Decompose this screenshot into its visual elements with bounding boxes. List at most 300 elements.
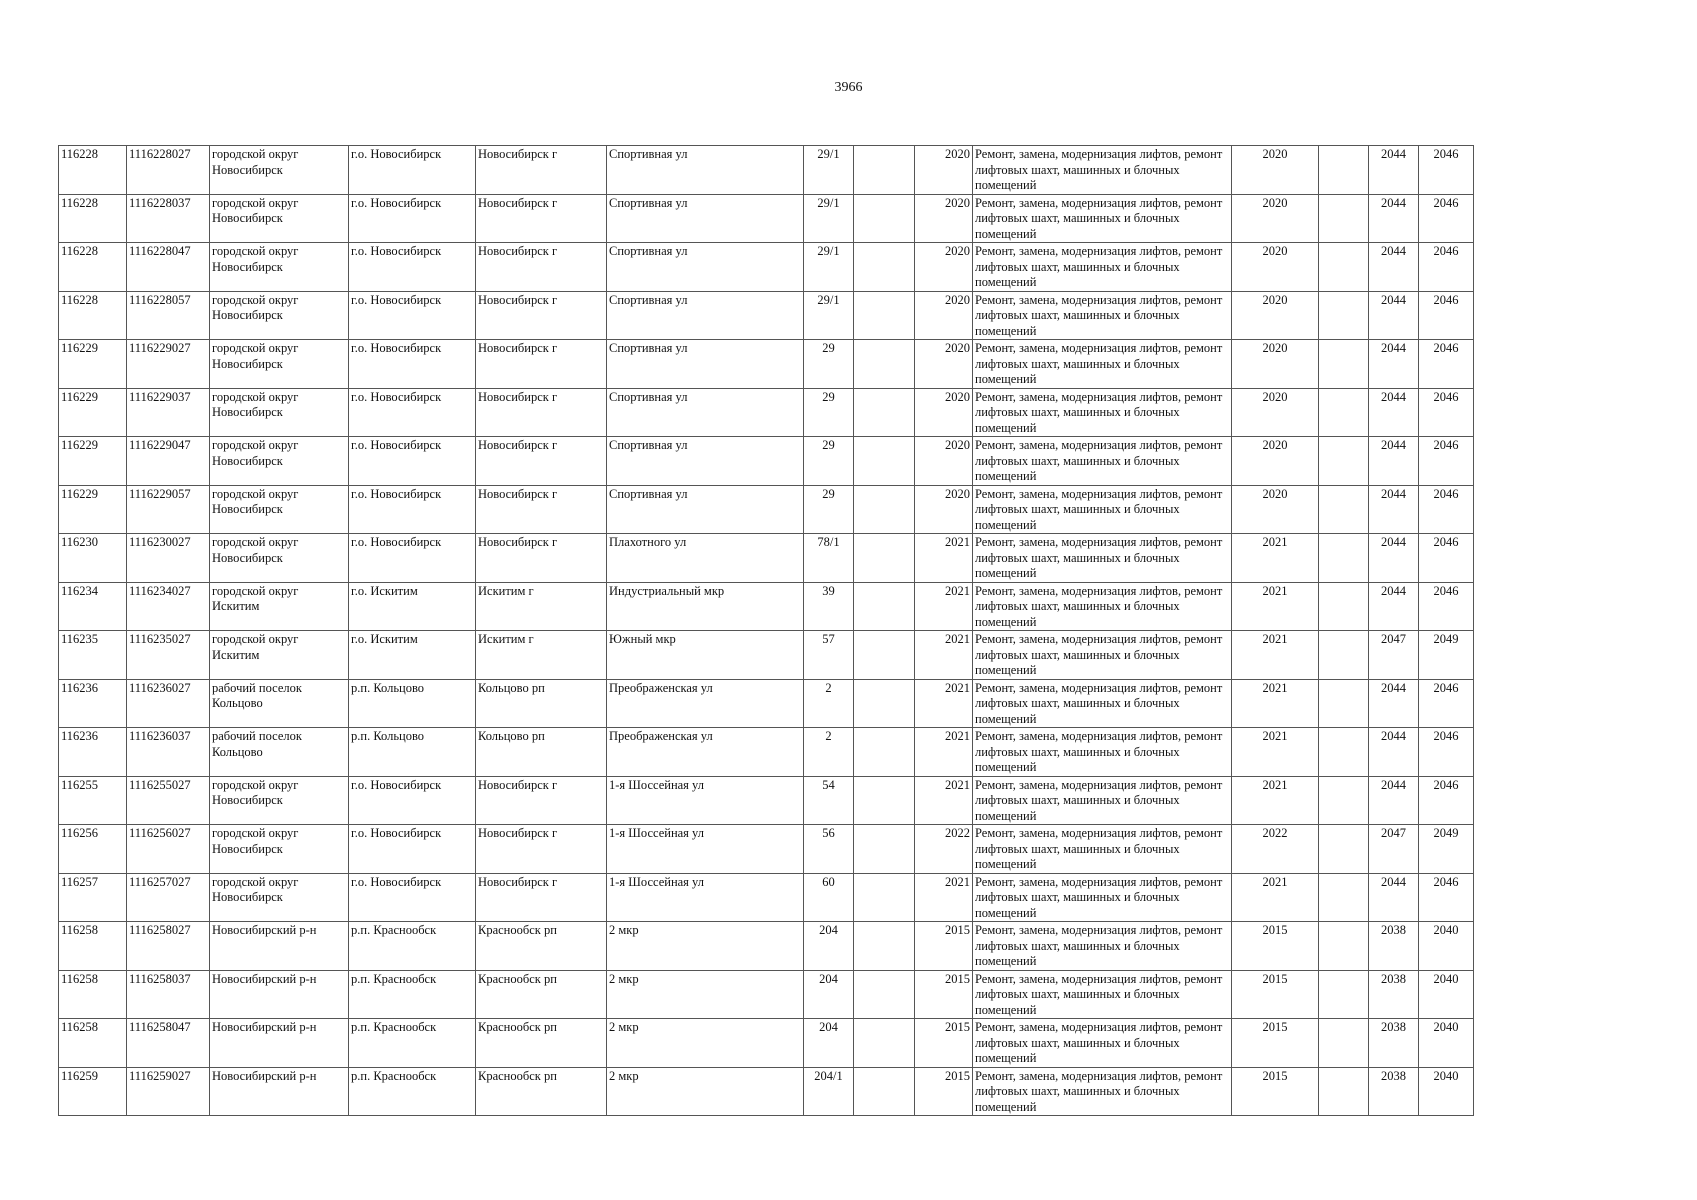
- element-code-cell: 1116236027: [127, 679, 210, 728]
- blank-cell: [1319, 194, 1369, 243]
- next-period-start-cell: 2038: [1369, 1067, 1419, 1116]
- table-row: [59, 388, 1474, 437]
- object-id-cell: 116228: [59, 243, 127, 292]
- next-period-end-cell: 2046: [1419, 534, 1474, 583]
- municipality-cell: городской округ Новосибирск: [210, 243, 349, 292]
- year-cell: 2021: [915, 728, 973, 777]
- work-year-cell: 2020: [1232, 485, 1319, 534]
- street-cell: Преображенская ул: [607, 679, 804, 728]
- house-number-cell: 29: [804, 340, 854, 389]
- object-id-cell: 116229: [59, 340, 127, 389]
- settlement-cell: Кольцово рп: [476, 679, 607, 728]
- municipality-cell: Новосибирский р-н: [210, 1067, 349, 1116]
- element-code-cell: 1116235027: [127, 631, 210, 680]
- table-row: [59, 728, 1474, 777]
- municipal-unit-cell: г.о. Новосибирск: [349, 194, 476, 243]
- year-cell: 2021: [915, 873, 973, 922]
- table-row: [59, 1067, 1474, 1116]
- extra-cell: [854, 679, 915, 728]
- next-period-start-cell: 2044: [1369, 485, 1419, 534]
- object-id-cell: 116257: [59, 873, 127, 922]
- work-type-cell: Ремонт, замена, модернизация лифтов, ремонт лифтовых шахт, машинных и блочных помещений: [973, 243, 1232, 292]
- year-cell: 2020: [915, 194, 973, 243]
- table-row: [59, 194, 1474, 243]
- work-type-cell: Ремонт, замена, модернизация лифтов, ремонт лифтовых шахт, машинных и блочных помещений: [973, 1019, 1232, 1068]
- table-row: [59, 679, 1474, 728]
- street-cell: Спортивная ул: [607, 146, 804, 195]
- street-cell: Спортивная ул: [607, 485, 804, 534]
- street-cell: 2 мкр: [607, 1019, 804, 1068]
- house-number-cell: 204/1: [804, 1067, 854, 1116]
- next-period-end-cell: 2046: [1419, 873, 1474, 922]
- settlement-cell: Кольцово рп: [476, 728, 607, 777]
- next-period-end-cell: 2046: [1419, 728, 1474, 777]
- street-cell: Спортивная ул: [607, 437, 804, 486]
- street-cell: 1-я Шоссейная ул: [607, 776, 804, 825]
- municipal-unit-cell: р.п. Краснообск: [349, 922, 476, 971]
- municipality-cell: городской округ Новосибирск: [210, 340, 349, 389]
- next-period-start-cell: 2044: [1369, 291, 1419, 340]
- next-period-end-cell: 2040: [1419, 922, 1474, 971]
- street-cell: 2 мкр: [607, 1067, 804, 1116]
- element-code-cell: 1116258027: [127, 922, 210, 971]
- element-code-cell: 1116228057: [127, 291, 210, 340]
- settlement-cell: Новосибирск г: [476, 776, 607, 825]
- next-period-end-cell: 2046: [1419, 485, 1474, 534]
- house-number-cell: 60: [804, 873, 854, 922]
- settlement-cell: Краснообск рп: [476, 1067, 607, 1116]
- house-number-cell: 78/1: [804, 534, 854, 583]
- extra-cell: [854, 582, 915, 631]
- work-type-cell: Ремонт, замена, модернизация лифтов, ремонт лифтовых шахт, машинных и блочных помещений: [973, 631, 1232, 680]
- object-id-cell: 116230: [59, 534, 127, 583]
- blank-cell: [1319, 437, 1369, 486]
- extra-cell: [854, 1067, 915, 1116]
- work-type-cell: Ремонт, замена, модернизация лифтов, ремонт лифтовых шахт, машинных и блочных помещений: [973, 1067, 1232, 1116]
- table-row: [59, 243, 1474, 292]
- extra-cell: [854, 970, 915, 1019]
- work-year-cell: 2021: [1232, 873, 1319, 922]
- work-year-cell: 2015: [1232, 1019, 1319, 1068]
- work-type-cell: Ремонт, замена, модернизация лифтов, ремонт лифтовых шахт, машинных и блочных помещений: [973, 922, 1232, 971]
- object-id-cell: 116228: [59, 146, 127, 195]
- year-cell: 2015: [915, 970, 973, 1019]
- blank-cell: [1319, 340, 1369, 389]
- work-year-cell: 2020: [1232, 437, 1319, 486]
- work-year-cell: 2020: [1232, 291, 1319, 340]
- street-cell: Преображенская ул: [607, 728, 804, 777]
- house-number-cell: 29: [804, 388, 854, 437]
- element-code-cell: 1116229057: [127, 485, 210, 534]
- street-cell: Спортивная ул: [607, 388, 804, 437]
- work-type-cell: Ремонт, замена, модернизация лифтов, ремонт лифтовых шахт, машинных и блочных помещений: [973, 582, 1232, 631]
- municipal-unit-cell: р.п. Кольцово: [349, 679, 476, 728]
- year-cell: 2021: [915, 582, 973, 631]
- house-number-cell: 39: [804, 582, 854, 631]
- municipality-cell: городской округ Новосибирск: [210, 873, 349, 922]
- extra-cell: [854, 825, 915, 874]
- next-period-start-cell: 2044: [1369, 776, 1419, 825]
- house-number-cell: 204: [804, 1019, 854, 1068]
- element-code-cell: 1116259027: [127, 1067, 210, 1116]
- repair-registry-table: [58, 145, 1474, 1116]
- street-cell: Южный мкр: [607, 631, 804, 680]
- next-period-start-cell: 2044: [1369, 388, 1419, 437]
- extra-cell: [854, 631, 915, 680]
- municipality-cell: городской округ Новосибирск: [210, 534, 349, 583]
- object-id-cell: 116228: [59, 291, 127, 340]
- blank-cell: [1319, 728, 1369, 777]
- element-code-cell: 1116236037: [127, 728, 210, 777]
- work-type-cell: Ремонт, замена, модернизация лифтов, ремонт лифтовых шахт, машинных и блочных помещений: [973, 340, 1232, 389]
- municipality-cell: Новосибирский р-н: [210, 922, 349, 971]
- blank-cell: [1319, 146, 1369, 195]
- work-type-cell: Ремонт, замена, модернизация лифтов, ремонт лифтовых шахт, машинных и блочных помещений: [973, 437, 1232, 486]
- work-type-cell: Ремонт, замена, модернизация лифтов, ремонт лифтовых шахт, машинных и блочных помещений: [973, 728, 1232, 777]
- extra-cell: [854, 291, 915, 340]
- next-period-end-cell: 2046: [1419, 340, 1474, 389]
- year-cell: 2022: [915, 825, 973, 874]
- object-id-cell: 116235: [59, 631, 127, 680]
- blank-cell: [1319, 1067, 1369, 1116]
- work-year-cell: 2021: [1232, 728, 1319, 777]
- settlement-cell: Краснообск рп: [476, 922, 607, 971]
- extra-cell: [854, 485, 915, 534]
- work-year-cell: 2020: [1232, 146, 1319, 195]
- extra-cell: [854, 146, 915, 195]
- next-period-start-cell: 2044: [1369, 534, 1419, 583]
- municipal-unit-cell: р.п. Краснообск: [349, 1019, 476, 1068]
- municipal-unit-cell: г.о. Новосибирск: [349, 776, 476, 825]
- municipal-unit-cell: р.п. Краснообск: [349, 1067, 476, 1116]
- extra-cell: [854, 534, 915, 583]
- work-type-cell: Ремонт, замена, модернизация лифтов, ремонт лифтовых шахт, машинных и блочных помещений: [973, 970, 1232, 1019]
- municipal-unit-cell: г.о. Новосибирск: [349, 873, 476, 922]
- next-period-end-cell: 2040: [1419, 1067, 1474, 1116]
- next-period-end-cell: 2046: [1419, 679, 1474, 728]
- year-cell: 2020: [915, 388, 973, 437]
- next-period-end-cell: 2046: [1419, 582, 1474, 631]
- settlement-cell: Новосибирск г: [476, 825, 607, 874]
- object-id-cell: 116236: [59, 679, 127, 728]
- settlement-cell: Искитим г: [476, 631, 607, 680]
- blank-cell: [1319, 1019, 1369, 1068]
- street-cell: 2 мкр: [607, 922, 804, 971]
- work-type-cell: Ремонт, замена, модернизация лифтов, ремонт лифтовых шахт, машинных и блочных помещений: [973, 485, 1232, 534]
- work-year-cell: 2020: [1232, 194, 1319, 243]
- element-code-cell: 1116230027: [127, 534, 210, 583]
- work-type-cell: Ремонт, замена, модернизация лифтов, ремонт лифтовых шахт, машинных и блочных помещений: [973, 873, 1232, 922]
- extra-cell: [854, 922, 915, 971]
- next-period-start-cell: 2044: [1369, 728, 1419, 777]
- work-type-cell: Ремонт, замена, модернизация лифтов, ремонт лифтовых шахт, машинных и блочных помещений: [973, 776, 1232, 825]
- municipal-unit-cell: г.о. Новосибирск: [349, 243, 476, 292]
- work-year-cell: 2020: [1232, 388, 1319, 437]
- element-code-cell: 1116229047: [127, 437, 210, 486]
- object-id-cell: 116229: [59, 485, 127, 534]
- street-cell: Спортивная ул: [607, 243, 804, 292]
- municipality-cell: городской округ Новосибирск: [210, 388, 349, 437]
- extra-cell: [854, 194, 915, 243]
- object-id-cell: 116259: [59, 1067, 127, 1116]
- extra-cell: [854, 243, 915, 292]
- object-id-cell: 116234: [59, 582, 127, 631]
- element-code-cell: 1116228027: [127, 146, 210, 195]
- house-number-cell: 29: [804, 437, 854, 486]
- municipal-unit-cell: г.о. Искитим: [349, 631, 476, 680]
- work-type-cell: Ремонт, замена, модернизация лифтов, ремонт лифтовых шахт, машинных и блочных помещений: [973, 194, 1232, 243]
- extra-cell: [854, 437, 915, 486]
- year-cell: 2021: [915, 679, 973, 728]
- table-row: [59, 970, 1474, 1019]
- next-period-end-cell: 2046: [1419, 388, 1474, 437]
- settlement-cell: Новосибирск г: [476, 146, 607, 195]
- year-cell: 2020: [915, 340, 973, 389]
- house-number-cell: 29/1: [804, 146, 854, 195]
- municipal-unit-cell: г.о. Новосибирск: [349, 146, 476, 195]
- house-number-cell: 2: [804, 679, 854, 728]
- next-period-end-cell: 2040: [1419, 970, 1474, 1019]
- street-cell: 1-я Шоссейная ул: [607, 825, 804, 874]
- element-code-cell: 1116234027: [127, 582, 210, 631]
- extra-cell: [854, 776, 915, 825]
- table-row: [59, 922, 1474, 971]
- table-row: [59, 340, 1474, 389]
- next-period-start-cell: 2044: [1369, 146, 1419, 195]
- next-period-start-cell: 2044: [1369, 873, 1419, 922]
- work-year-cell: 2020: [1232, 340, 1319, 389]
- table-row: [59, 776, 1474, 825]
- house-number-cell: 56: [804, 825, 854, 874]
- element-code-cell: 1116258047: [127, 1019, 210, 1068]
- element-code-cell: 1116228037: [127, 194, 210, 243]
- street-cell: Спортивная ул: [607, 340, 804, 389]
- year-cell: 2020: [915, 437, 973, 486]
- house-number-cell: 204: [804, 970, 854, 1019]
- municipality-cell: городской округ Новосибирск: [210, 776, 349, 825]
- street-cell: Плахотного ул: [607, 534, 804, 583]
- work-year-cell: 2021: [1232, 631, 1319, 680]
- street-cell: Индустриальный мкр: [607, 582, 804, 631]
- municipal-unit-cell: р.п. Кольцово: [349, 728, 476, 777]
- work-year-cell: 2021: [1232, 776, 1319, 825]
- year-cell: 2020: [915, 485, 973, 534]
- settlement-cell: Новосибирск г: [476, 194, 607, 243]
- settlement-cell: Новосибирск г: [476, 485, 607, 534]
- year-cell: 2021: [915, 631, 973, 680]
- house-number-cell: 204: [804, 922, 854, 971]
- blank-cell: [1319, 631, 1369, 680]
- municipality-cell: городской округ Новосибирск: [210, 825, 349, 874]
- element-code-cell: 1116228047: [127, 243, 210, 292]
- street-cell: Спортивная ул: [607, 291, 804, 340]
- street-cell: 2 мкр: [607, 970, 804, 1019]
- settlement-cell: Краснообск рп: [476, 970, 607, 1019]
- next-period-start-cell: 2038: [1369, 1019, 1419, 1068]
- house-number-cell: 29: [804, 485, 854, 534]
- municipality-cell: городской округ Искитим: [210, 631, 349, 680]
- next-period-start-cell: 2044: [1369, 679, 1419, 728]
- element-code-cell: 1116229037: [127, 388, 210, 437]
- next-period-end-cell: 2046: [1419, 194, 1474, 243]
- extra-cell: [854, 728, 915, 777]
- settlement-cell: Новосибирск г: [476, 340, 607, 389]
- work-year-cell: 2022: [1232, 825, 1319, 874]
- house-number-cell: 29/1: [804, 291, 854, 340]
- settlement-cell: Новосибирск г: [476, 243, 607, 292]
- object-id-cell: 116258: [59, 922, 127, 971]
- settlement-cell: Новосибирск г: [476, 534, 607, 583]
- municipal-unit-cell: г.о. Новосибирск: [349, 485, 476, 534]
- table-row: [59, 631, 1474, 680]
- work-year-cell: 2015: [1232, 1067, 1319, 1116]
- year-cell: 2020: [915, 243, 973, 292]
- municipal-unit-cell: г.о. Новосибирск: [349, 388, 476, 437]
- element-code-cell: 1116229027: [127, 340, 210, 389]
- municipal-unit-cell: г.о. Новосибирск: [349, 825, 476, 874]
- element-code-cell: 1116256027: [127, 825, 210, 874]
- municipality-cell: городской округ Новосибирск: [210, 437, 349, 486]
- next-period-start-cell: 2047: [1369, 631, 1419, 680]
- object-id-cell: 116236: [59, 728, 127, 777]
- object-id-cell: 116229: [59, 437, 127, 486]
- element-code-cell: 1116255027: [127, 776, 210, 825]
- house-number-cell: 2: [804, 728, 854, 777]
- element-code-cell: 1116258037: [127, 970, 210, 1019]
- table-row: [59, 534, 1474, 583]
- municipal-unit-cell: г.о. Искитим: [349, 582, 476, 631]
- work-type-cell: Ремонт, замена, модернизация лифтов, ремонт лифтовых шахт, машинных и блочных помещений: [973, 679, 1232, 728]
- next-period-start-cell: 2038: [1369, 970, 1419, 1019]
- municipal-unit-cell: г.о. Новосибирск: [349, 534, 476, 583]
- municipal-unit-cell: г.о. Новосибирск: [349, 437, 476, 486]
- year-cell: 2021: [915, 534, 973, 583]
- blank-cell: [1319, 970, 1369, 1019]
- element-code-cell: 1116257027: [127, 873, 210, 922]
- object-id-cell: 116229: [59, 388, 127, 437]
- table-row: [59, 291, 1474, 340]
- table-row: [59, 1019, 1474, 1068]
- work-type-cell: Ремонт, замена, модернизация лифтов, ремонт лифтовых шахт, машинных и блочных помещений: [973, 146, 1232, 195]
- work-year-cell: 2021: [1232, 582, 1319, 631]
- extra-cell: [854, 388, 915, 437]
- work-year-cell: 2021: [1232, 534, 1319, 583]
- page-number: 3966: [834, 80, 863, 95]
- street-cell: 1-я Шоссейная ул: [607, 873, 804, 922]
- object-id-cell: 116258: [59, 970, 127, 1019]
- year-cell: 2021: [915, 776, 973, 825]
- street-cell: Спортивная ул: [607, 194, 804, 243]
- settlement-cell: Новосибирск г: [476, 873, 607, 922]
- year-cell: 2015: [915, 1019, 973, 1068]
- next-period-end-cell: 2049: [1419, 825, 1474, 874]
- extra-cell: [854, 873, 915, 922]
- municipal-unit-cell: г.о. Новосибирск: [349, 291, 476, 340]
- municipality-cell: городской округ Искитим: [210, 582, 349, 631]
- blank-cell: [1319, 922, 1369, 971]
- blank-cell: [1319, 388, 1369, 437]
- next-period-start-cell: 2038: [1369, 922, 1419, 971]
- year-cell: 2020: [915, 291, 973, 340]
- extra-cell: [854, 1019, 915, 1068]
- settlement-cell: Искитим г: [476, 582, 607, 631]
- work-year-cell: 2020: [1232, 243, 1319, 292]
- next-period-start-cell: 2047: [1369, 825, 1419, 874]
- blank-cell: [1319, 825, 1369, 874]
- object-id-cell: 116256: [59, 825, 127, 874]
- municipal-unit-cell: р.п. Краснообск: [349, 970, 476, 1019]
- blank-cell: [1319, 291, 1369, 340]
- table-row: [59, 146, 1474, 195]
- next-period-start-cell: 2044: [1369, 340, 1419, 389]
- municipality-cell: городской округ Новосибирск: [210, 485, 349, 534]
- blank-cell: [1319, 873, 1369, 922]
- next-period-start-cell: 2044: [1369, 243, 1419, 292]
- object-id-cell: 116255: [59, 776, 127, 825]
- settlement-cell: Краснообск рп: [476, 1019, 607, 1068]
- next-period-end-cell: 2046: [1419, 437, 1474, 486]
- year-cell: 2020: [915, 146, 973, 195]
- table-row: [59, 825, 1474, 874]
- blank-cell: [1319, 776, 1369, 825]
- next-period-end-cell: 2040: [1419, 1019, 1474, 1068]
- house-number-cell: 29/1: [804, 243, 854, 292]
- next-period-start-cell: 2044: [1369, 194, 1419, 243]
- year-cell: 2015: [915, 1067, 973, 1116]
- work-type-cell: Ремонт, замена, модернизация лифтов, ремонт лифтовых шахт, машинных и блочных помещений: [973, 534, 1232, 583]
- municipality-cell: рабочий поселок Кольцово: [210, 728, 349, 777]
- settlement-cell: Новосибирск г: [476, 388, 607, 437]
- municipality-cell: Новосибирский р-н: [210, 970, 349, 1019]
- extra-cell: [854, 340, 915, 389]
- settlement-cell: Новосибирск г: [476, 437, 607, 486]
- next-period-end-cell: 2046: [1419, 776, 1474, 825]
- table-row: [59, 437, 1474, 486]
- municipality-cell: городской округ Новосибирск: [210, 194, 349, 243]
- blank-cell: [1319, 534, 1369, 583]
- next-period-end-cell: 2046: [1419, 243, 1474, 292]
- next-period-end-cell: 2046: [1419, 291, 1474, 340]
- blank-cell: [1319, 243, 1369, 292]
- object-id-cell: 116258: [59, 1019, 127, 1068]
- work-type-cell: Ремонт, замена, модернизация лифтов, ремонт лифтовых шахт, машинных и блочных помещений: [973, 291, 1232, 340]
- municipal-unit-cell: г.о. Новосибирск: [349, 340, 476, 389]
- blank-cell: [1319, 582, 1369, 631]
- work-year-cell: 2021: [1232, 679, 1319, 728]
- municipality-cell: Новосибирский р-н: [210, 1019, 349, 1068]
- object-id-cell: 116228: [59, 194, 127, 243]
- work-type-cell: Ремонт, замена, модернизация лифтов, ремонт лифтовых шахт, машинных и блочных помещений: [973, 825, 1232, 874]
- house-number-cell: 54: [804, 776, 854, 825]
- municipality-cell: городской округ Новосибирск: [210, 291, 349, 340]
- table-row: [59, 485, 1474, 534]
- blank-cell: [1319, 679, 1369, 728]
- next-period-end-cell: 2046: [1419, 146, 1474, 195]
- work-type-cell: Ремонт, замена, модернизация лифтов, ремонт лифтовых шахт, машинных и блочных помещений: [973, 388, 1232, 437]
- table-row: [59, 582, 1474, 631]
- settlement-cell: Новосибирск г: [476, 291, 607, 340]
- table-body: [59, 146, 1474, 1116]
- house-number-cell: 29/1: [804, 194, 854, 243]
- blank-cell: [1319, 485, 1369, 534]
- work-year-cell: 2015: [1232, 970, 1319, 1019]
- next-period-start-cell: 2044: [1369, 437, 1419, 486]
- house-number-cell: 57: [804, 631, 854, 680]
- municipality-cell: рабочий поселок Кольцово: [210, 679, 349, 728]
- year-cell: 2015: [915, 922, 973, 971]
- next-period-end-cell: 2049: [1419, 631, 1474, 680]
- municipality-cell: городской округ Новосибирск: [210, 146, 349, 195]
